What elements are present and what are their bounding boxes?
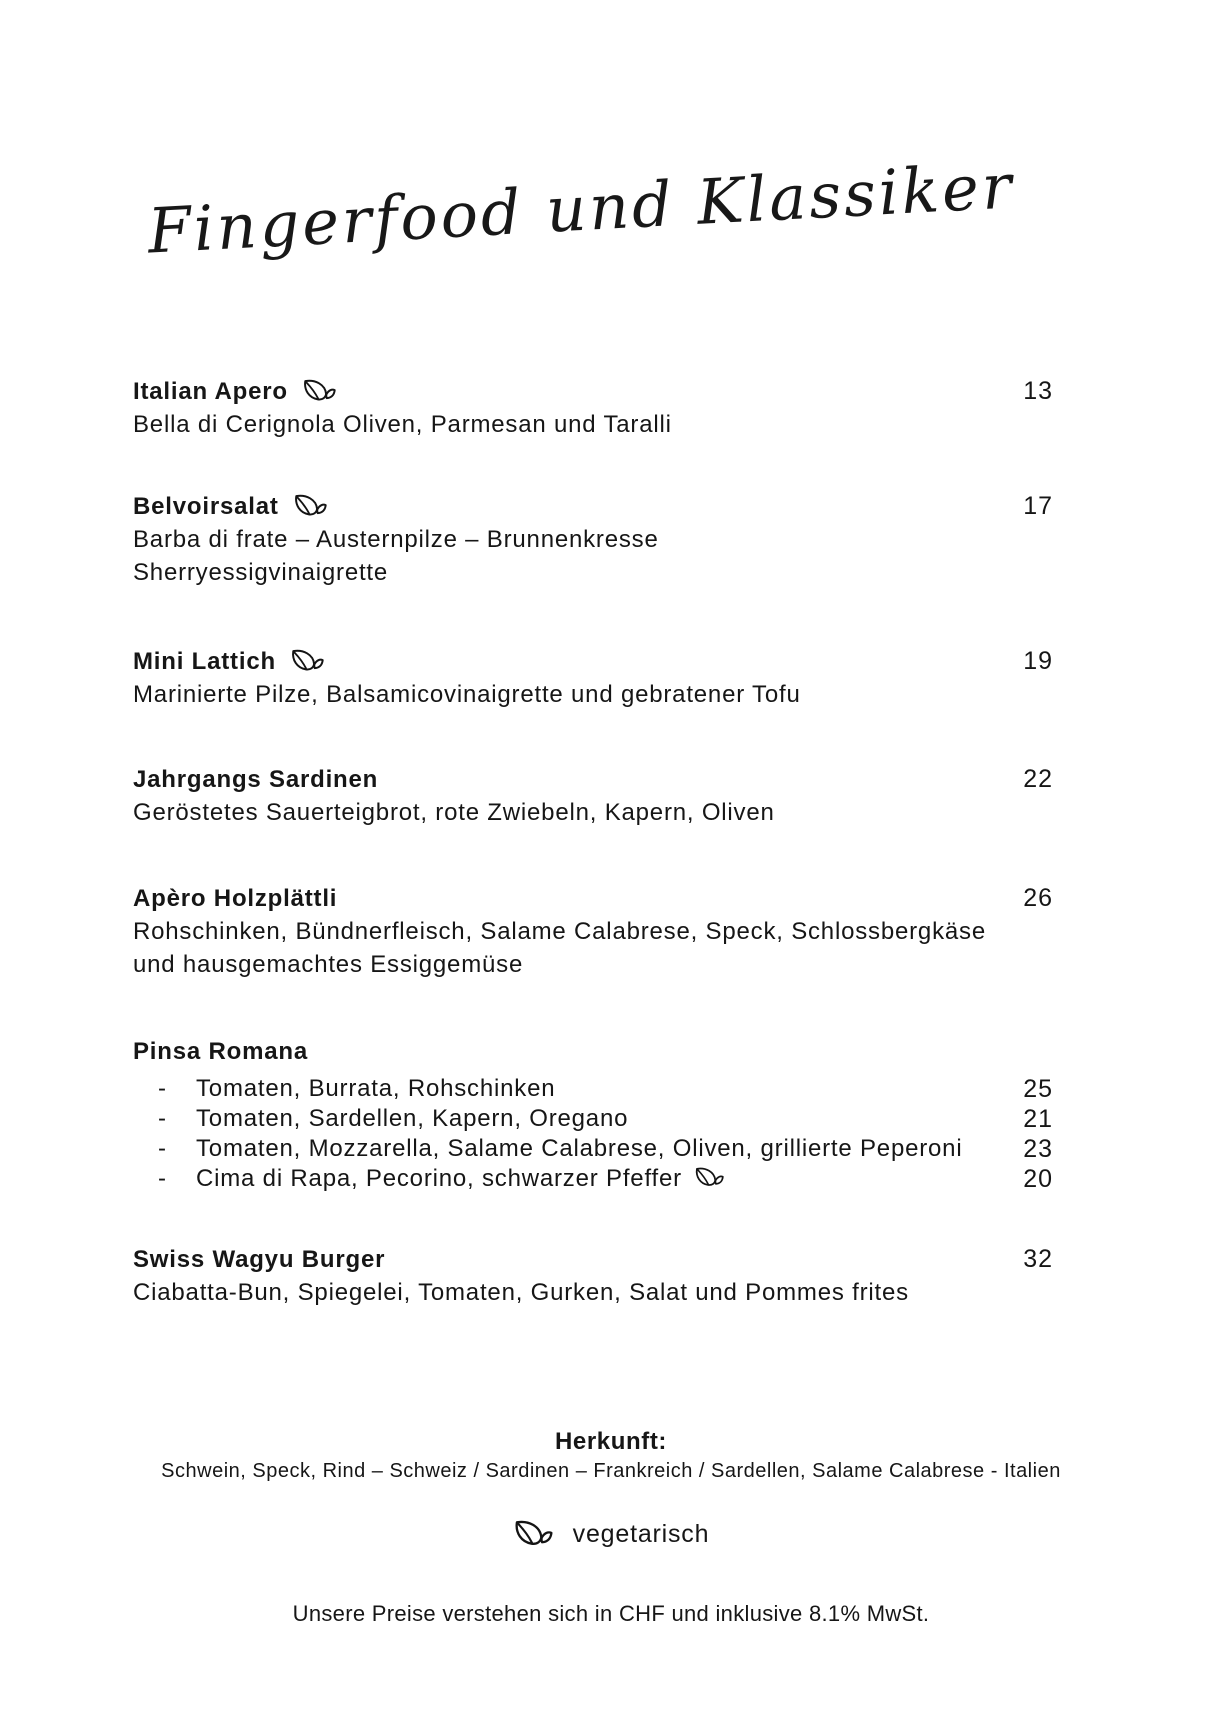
vegetarian-leaf-icon xyxy=(513,1519,553,1550)
origin-section xyxy=(0,1425,1222,1485)
variant-text: Cima di Rapa, Pecorino, schwarzer Pfeffer xyxy=(196,1165,682,1192)
item-description: Rohschinken, Bündnerfleisch, Salame Calabrese, Speck, Schlossbergkäse xyxy=(133,918,986,945)
vegetarian-label: vegetarisch xyxy=(572,1520,710,1548)
page-title: Fingerfood und Klassiker xyxy=(145,149,1017,268)
dash-marker: - xyxy=(158,1105,167,1132)
item-price: 26 xyxy=(1023,884,1053,912)
item-description: Marinierte Pilze, Balsamicovinaigrette und gebratener Tofu xyxy=(133,681,801,708)
item-head xyxy=(133,490,1053,523)
item-head xyxy=(133,1035,1053,1068)
vegetarian-leaf-icon xyxy=(694,1166,724,1190)
item-name: Apèro Holzplättli xyxy=(133,885,338,912)
vegetarian-leaf-icon xyxy=(290,648,324,675)
menu-item-jahrgangs-sardinen xyxy=(133,763,1053,829)
pinsa-variant-row xyxy=(133,1074,1053,1104)
pinsa-variant-row xyxy=(133,1134,1053,1164)
item-head xyxy=(133,375,1053,408)
item-price: 32 xyxy=(1023,1245,1053,1273)
item-name: Swiss Wagyu Burger xyxy=(133,1246,386,1273)
menu-item-italian-apero xyxy=(133,375,1053,441)
item-price: 22 xyxy=(1023,765,1053,793)
pinsa-variants xyxy=(133,1074,1053,1194)
vegetarian-leaf-icon xyxy=(293,493,327,520)
item-description: Ciabatta-Bun, Spiegelei, Tomaten, Gurken, Salat und Pommes frites xyxy=(133,1279,909,1306)
item-price: 13 xyxy=(1023,377,1053,405)
item-description-line2: und hausgemachtes Essiggemüse xyxy=(133,951,524,978)
item-name: Italian Apero xyxy=(133,378,288,405)
item-head xyxy=(133,763,1053,796)
origin-heading: Herkunft: xyxy=(554,1428,668,1455)
item-description-line2: Sherryessigvinaigrette xyxy=(133,559,389,586)
item-name: Belvoirsalat xyxy=(133,493,279,520)
item-description: Geröstetes Sauerteigbrot, rote Zwiebeln, Kapern, Oliven xyxy=(133,799,775,826)
item-head xyxy=(133,882,1053,915)
variant-text: Tomaten, Burrata, Rohschinken xyxy=(196,1075,556,1102)
item-name: Jahrgangs Sardinen xyxy=(133,766,379,793)
variant-price: 23 xyxy=(1023,1135,1053,1163)
price-note: Unsere Preise verstehen sich in CHF und inklusive 8.1% MwSt. xyxy=(292,1601,930,1626)
dash-marker: - xyxy=(158,1135,167,1162)
menu-item-apero-holzplaettli xyxy=(133,882,1053,981)
variant-price: 21 xyxy=(1023,1105,1053,1133)
menu-item-belvoirsalat xyxy=(133,490,1053,589)
variant-price: 20 xyxy=(1023,1165,1053,1193)
item-description: Bella di Cerignola Oliven, Parmesan und Taralli xyxy=(133,411,672,438)
dash-marker: - xyxy=(158,1165,167,1192)
menu-item-swiss-wagyu-burger xyxy=(133,1243,1053,1309)
pinsa-variant-row xyxy=(133,1104,1053,1134)
variant-text: Tomaten, Sardellen, Kapern, Oregano xyxy=(196,1105,629,1132)
item-name: Pinsa Romana xyxy=(133,1038,308,1065)
variant-price: 25 xyxy=(1023,1075,1053,1103)
item-head xyxy=(133,645,1053,678)
item-head xyxy=(133,1243,1053,1276)
origin-text: Schwein, Speck, Rind – Schweiz / Sardinen – Frankreich / Sardellen, Salame Calabrese - Italien xyxy=(161,1460,1061,1482)
item-description: Barba di frate – Austernpilze – Brunnenkresse xyxy=(133,526,659,553)
item-price: 19 xyxy=(1023,647,1053,675)
menu-item-mini-lattich xyxy=(133,645,1053,711)
variant-text: Tomaten, Mozzarella, Salame Calabrese, Oliven, grillierte Peperoni xyxy=(196,1135,963,1162)
item-name: Mini Lattich xyxy=(133,648,276,675)
menu-item-pinsa-romana xyxy=(133,1035,1053,1068)
vegetarian-legend xyxy=(0,1516,1222,1552)
pinsa-variant-row xyxy=(133,1164,1053,1194)
item-price: 17 xyxy=(1023,492,1053,520)
vegetarian-leaf-icon xyxy=(302,378,336,405)
dash-marker: - xyxy=(158,1075,167,1102)
